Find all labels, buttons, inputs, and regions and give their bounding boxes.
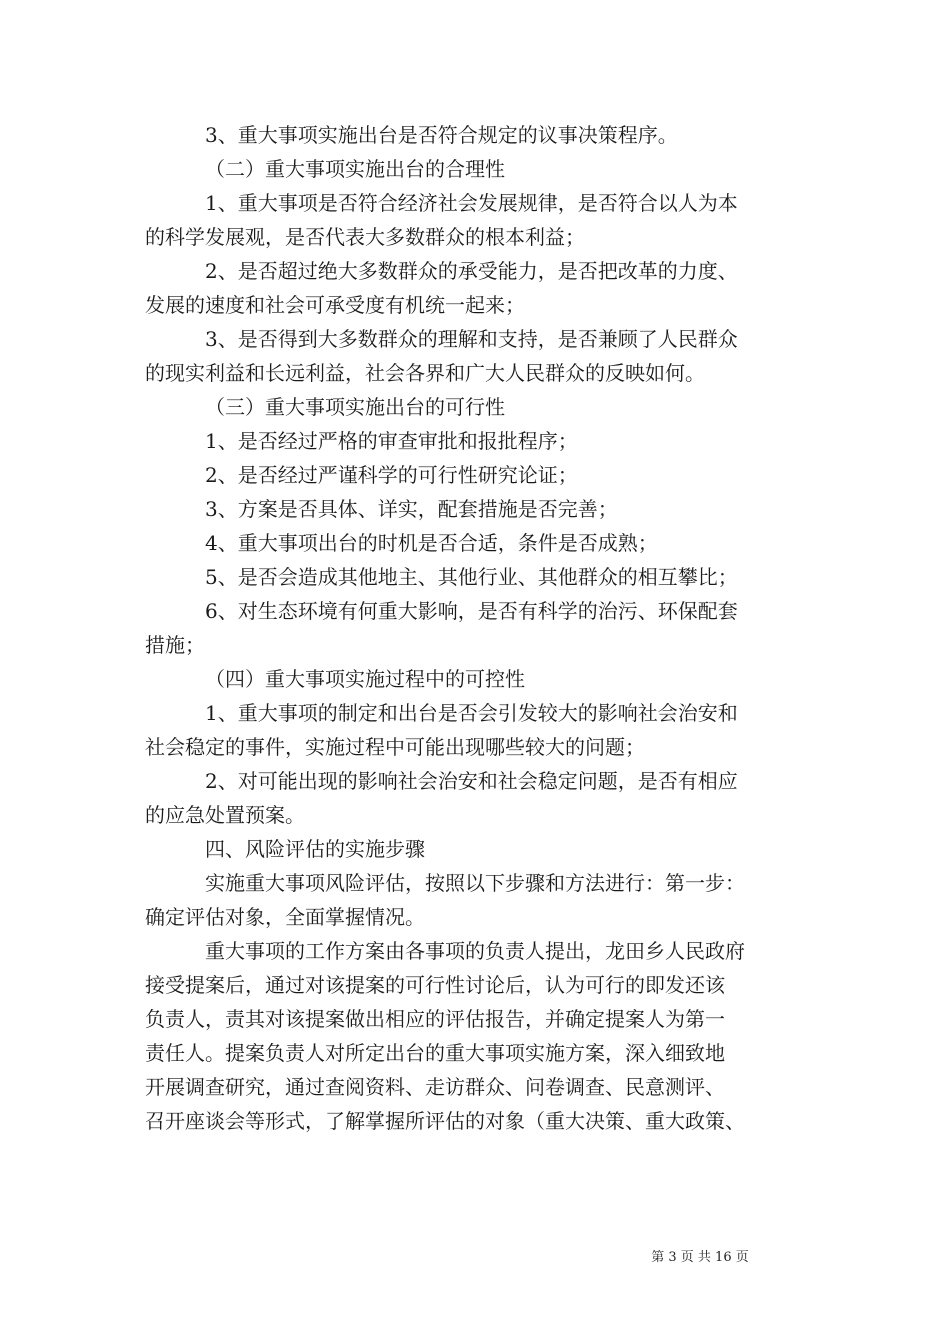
text-line: 接受提案后，通过对该提案的可行性讨论后，认为可行的即发还该	[145, 973, 725, 997]
text-line: 3、是否得到大多数群众的理解和支持，是否兼顾了人民群众	[205, 327, 738, 351]
text-line: 实施重大事项风险评估，按照以下步骤和方法进行：第一步：	[205, 871, 745, 895]
section-heading: （四）重大事项实施过程中的可控性	[205, 667, 525, 691]
text-line: 责任人。提案负责人对所定出台的重大事项实施方案，深入细致地	[145, 1041, 725, 1065]
text-line: 的应急处置预案。	[145, 803, 305, 827]
text-line: 的现实利益和长远利益，社会各界和广大人民群众的反映如何。	[145, 361, 705, 385]
text-line: 1、重大事项的制定和出台是否会引发较大的影响社会治安和	[205, 701, 738, 725]
text-line: 4、重大事项出台的时机是否合适，条件是否成熟；	[205, 531, 658, 555]
text-line: 2、是否经过严谨科学的可行性研究论证；	[205, 463, 578, 487]
text-line: 发展的速度和社会可承受度有机统一起来；	[145, 293, 525, 317]
document-body	[145, 118, 825, 1138]
section-heading: （二）重大事项实施出台的合理性	[205, 157, 505, 181]
text-line: 2、对可能出现的影响社会治安和社会稳定问题，是否有相应	[205, 769, 738, 793]
text-line: 负责人，责其对该提案做出相应的评估报告，并确定提案人为第一	[145, 1007, 725, 1031]
section-heading: 四、风险评估的实施步骤	[205, 837, 425, 861]
text-line: 社会稳定的事件，实施过程中可能出现哪些较大的问题；	[145, 735, 645, 759]
text-line: 重大事项的工作方案由各事项的负责人提出，龙田乡人民政府	[205, 939, 745, 963]
text-line: 的科学发展观，是否代表大多数群众的根本利益；	[145, 225, 585, 249]
text-line: 2、是否超过绝大多数群众的承受能力，是否把改革的力度、	[205, 259, 738, 283]
text-line: 1、重大事项是否符合经济社会发展规律，是否符合以人为本	[205, 191, 738, 215]
text-line: 3、重大事项实施出台是否符合规定的议事决策程序。	[205, 123, 678, 147]
page-footer	[0, 1246, 950, 1265]
text-line: 3、方案是否具体、详实，配套措施是否完善；	[205, 497, 618, 521]
text-line: 5、是否会造成其他地主、其他行业、其他群众的相互攀比；	[205, 565, 738, 589]
text-line: 措施；	[145, 633, 205, 657]
text-line: 召开座谈会等形式，了解掌握所评估的对象（重大决策、重大政策、	[145, 1109, 745, 1133]
section-heading: （三）重大事项实施出台的可行性	[205, 395, 505, 419]
page-number: 第 3 页 共 16 页	[651, 1250, 749, 1265]
text-line: 1、是否经过严格的审查审批和报批程序；	[205, 429, 578, 453]
text-line: 确定评估对象，全面掌握情况。	[145, 905, 425, 929]
text-line: 开展调查研究，通过查阅资料、走访群众、问卷调查、民意测评、	[145, 1075, 725, 1099]
text-line: 6、对生态环境有何重大影响，是否有科学的治污、环保配套	[205, 599, 738, 623]
